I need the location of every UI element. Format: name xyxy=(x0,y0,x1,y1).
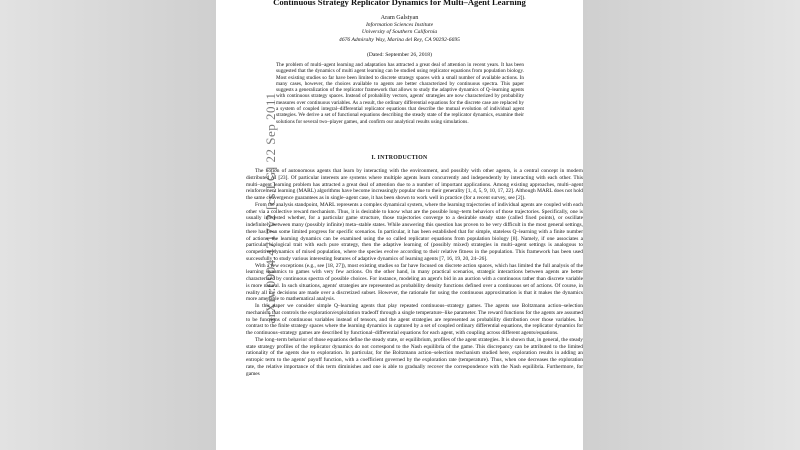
affiliation-block xyxy=(216,22,583,44)
paragraph-5: The long–term behavior of those equations define the steady state, or equilibrium, profiles of the agent strategies. It is shown that, in general, the steady state strategy profiles of the replicator dynamics do not correspond to the Nash equilibria of the game. This discrepancy can be attributed to the limited rationality of the agents due to exploration. In particular, for the Boltzmann action–selection mechanism studied here, exploration results in adding an entropic term to the agents' payoff function, with a coefficient governed by the exploration rate (temperature). Thus, when one decreases the exploration rate, the relative importance of this term diminishes and one is able to gradually recover the correspondence with the Nash equilibria. Furthermore, for games xyxy=(246,336,583,377)
paper-page xyxy=(216,0,583,450)
paper-title: Continuous Strategy Replicator Dynamics for Multi–Agent Learning xyxy=(273,0,526,7)
paragraph-2: From the analysis standpoint, MARL represents a complex dynamical system, where the learning trajectories of individual agents are coupled with each other via a collective reward mechanism. Thus, it is desirable to know what are the possible long–term behaviors of those trajectories. Specifically, one is usually interested whether, for a particular game structure, those trajectories converge to a desirable steady state (called fixed points), or oscillate indefinitely between many (possibly infinite) meta–stable states. While answering this question has proven to be very difficult in the most general settings, there has been some limited progress for specific scenarios. In particular, it has been established that for simple, stateless Q–learning with a finite number of actions, the learning dynamics can be examined using the so called replicator equations from population biology [8]. Namely, if one associates a particular biological trait with each pure strategy, then the adaptive learning of (possibly mixed) strategies in multi–agent settings is analogous to competitive dynamics of mixed population, where the species evolve according to their relative fitness in the population. This framework has been used successfully to study various interesting features of adaptive dynamics of learning agents [7, 16, 19, 20, 24–26]. xyxy=(246,201,583,262)
arxiv-stamp: arXiv:0904.4717v2 [cs.LG] 22 Sep 2011 xyxy=(263,92,278,324)
left-background-margin xyxy=(0,0,216,450)
introduction-body xyxy=(246,168,583,377)
paragraph-1: The notion of autonomous agents that learn by interacting with the environment, and possibly with other agents, is a central concept in modern distributed AI [23]. Of particular interests are systems where multiple agents learn concurrently and independently by interacting with each other. This multi–agent learning problem has attracted a great deal of attention due to a number of important applications. Among existing approaches, multi–agent reinforcement learning (MARL) algorithms have become increasingly popular due to their generality [1, 4, 5, 9, 10, 17, 22]. Although MARL does not hold the same convergence guarantees as in single–agent case, it has been shown to work well in practice (for a recent survey, see [2]). xyxy=(246,168,583,201)
right-background-margin xyxy=(583,0,800,450)
affiliation-address: 4676 Admiralty Way, Marina del Rey, CA 90292-6695 xyxy=(339,36,460,43)
affiliation-line-1: Information Sciences Institute xyxy=(365,22,434,28)
affiliation-line-2: University of Southern California xyxy=(361,29,438,36)
abstract: The problem of multi–agent learning and adaptation has attracted a great deal of attention in recent years. It has been suggested that the dynamics of multi agent learning can be studied using replicator equations from population biology. Most existing studies so far have been limited to discrete strategy spaces with a small number of available actions. In many cases, however, the choices available to agents are better characterized by continuous spectra. This paper suggests a generalization of the replicator framework that allows to study the adaptive dynamics of Q–learning agents with continuous strategy spaces. Instead of probability vectors, agents' strategies are now characterized by probability measures over continuous variables. As a result, the ordinary differential equations for the discrete case are replaced by a system of coupled integral–differential replicator equations that describe the mutual evolution of individual agent strategies. We derive a set of functional equations describing the steady state of the replicator dynamics, examine their solutions for several two–player games, and confirm our analytical results using simulations. xyxy=(276,62,524,125)
paragraph-3: With a few exceptions (e.g., see [18, 27]), most existing studies so far have focused on discrete action spaces, which has limited the full analysis of the learning dynamics to games with very few actions. On the other hand, in many practical scenarios, strategic interactions between agents are better characterized by continuous spectra of possible choices. For instance, modeling an agent's bid in an auction with a continuous rather than discrete variable is more natural. In such situations, agents' strategies are represented as probability density functions defined over a continuous set of actions. Of course, in reality all the decisions are made over a discretized subset. However, the rationale for using the continuous approximation is that it makes the dynamics more amenable to mathematical analysis. xyxy=(246,262,583,303)
author-name: Aram Galstyan xyxy=(380,14,419,21)
paragraph-4: In this paper we consider simple Q–learning agents that play repeated continuous–strategy games. The agents use Boltzmann action–selection mechanism that controls the exploration/exploitation tradeoff through a single temperature–like parameter. The reward functions for the agents are assumed to be functions of continuous variables instead of tensors, and the agent strategies are represented as probability distribution over those variables. In contrast to the finite strategy spaces where the learning dynamics is captured by a set of coupled ordinary differential equations, the replicator dynamics for the continuous–strategy games are described by functional–differential equations for each agent, with coupling across different agents/equations. xyxy=(246,303,583,336)
dated-line: (Dated: September 26, 2018) xyxy=(367,52,432,58)
section-heading-introduction: I. INTRODUCTION xyxy=(371,155,428,161)
